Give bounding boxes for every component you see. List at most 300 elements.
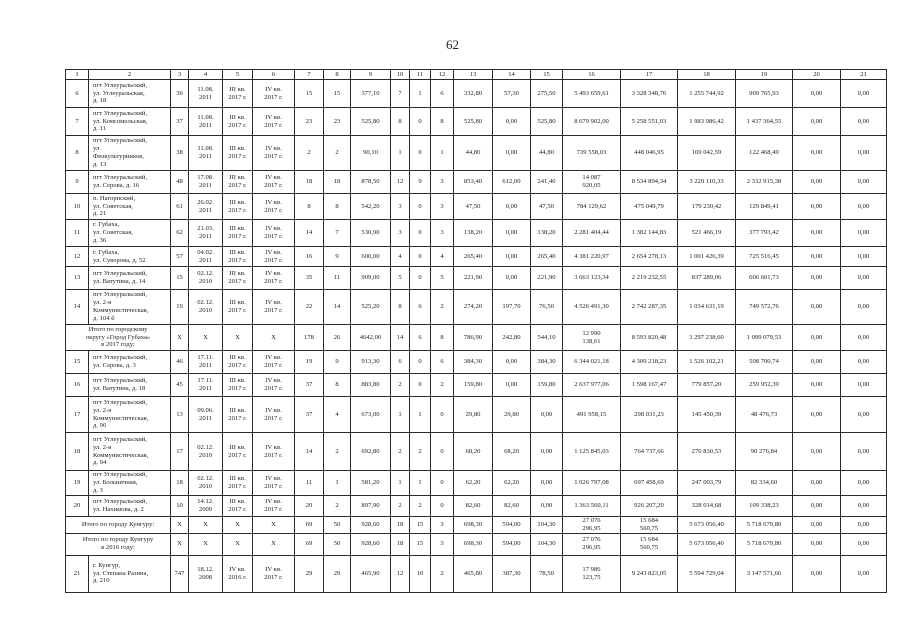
cell-col-10: 3 bbox=[391, 220, 410, 247]
cell-col-3: 46 bbox=[171, 351, 189, 374]
cell-col-12: 4 bbox=[431, 247, 454, 267]
cell-col-19: 5 718 679,80 bbox=[736, 533, 793, 555]
cell-col-13: 82,60 bbox=[454, 495, 493, 516]
cell-col-20: 0,00 bbox=[793, 220, 841, 247]
cell-col-6: X bbox=[253, 325, 295, 351]
cell-col-17: 4 309 218,23 bbox=[621, 351, 678, 374]
cell-col-5: III кв. 2017 г. bbox=[223, 108, 253, 136]
address-cell: г. Губаха, ул. Суворова, д. 52 bbox=[89, 247, 171, 267]
row-number-cell: 7 bbox=[66, 108, 89, 136]
cell-col-21: 0,00 bbox=[841, 533, 887, 555]
column-number-cell: 10 bbox=[391, 70, 410, 80]
table-row bbox=[66, 108, 887, 136]
cell-col-6: IV кв. 2017 г. bbox=[253, 220, 295, 247]
cell-col-10: 4 bbox=[391, 247, 410, 267]
table-row bbox=[66, 495, 887, 516]
cell-col-13: 384,30 bbox=[454, 351, 493, 374]
table-row bbox=[66, 136, 887, 171]
address-cell: пгт Углеуральский, ул. Серова, д. 3 bbox=[89, 351, 171, 374]
row-number-cell: 14 bbox=[66, 290, 89, 325]
cell-col-9: 542,20 bbox=[351, 194, 391, 220]
cell-col-4: 14.12. 2009 bbox=[189, 495, 223, 516]
cell-col-7: 19 bbox=[295, 351, 324, 374]
column-number-cell: 5 bbox=[223, 70, 253, 80]
cell-col-18: 1 983 986,42 bbox=[678, 108, 736, 136]
cell-col-8: 2 bbox=[324, 433, 351, 471]
cell-col-14: 0,00 bbox=[493, 351, 531, 374]
cell-col-5: III кв. 2017 г. bbox=[223, 267, 253, 290]
address-cell: пгт Углеуральский, ул. 2-я Коммунистическая, д. 96 bbox=[89, 397, 171, 433]
total-label: Итого по городу Кунгуру: bbox=[66, 516, 171, 533]
table-row bbox=[66, 247, 887, 267]
cell-col-7: 29 bbox=[295, 555, 324, 592]
table-row bbox=[66, 555, 887, 592]
cell-col-16: 17 986 123,75 bbox=[563, 555, 621, 592]
cell-col-21: 0,00 bbox=[841, 397, 887, 433]
cell-col-12: 6 bbox=[431, 80, 454, 108]
cell-col-21: 0,00 bbox=[841, 108, 887, 136]
cell-col-6: IV кв. 2017 г. bbox=[253, 351, 295, 374]
cell-col-18: 3 220 110,33 bbox=[678, 171, 736, 194]
cell-col-21: 0,00 bbox=[841, 433, 887, 471]
data-table bbox=[65, 69, 887, 593]
cell-col-8: 23 bbox=[324, 108, 351, 136]
address-cell: пгт Углеуральский, ул Физкультурников, д. 13 bbox=[89, 136, 171, 171]
total-row bbox=[66, 533, 887, 555]
cell-col-12: 2 bbox=[431, 555, 454, 592]
cell-col-6: X bbox=[253, 516, 295, 533]
cell-col-9: 525,80 bbox=[351, 108, 391, 136]
cell-col-20: 0,00 bbox=[793, 80, 841, 108]
cell-col-16: 4 381 220,97 bbox=[563, 247, 621, 267]
cell-col-14: 594,00 bbox=[493, 533, 531, 555]
cell-col-8: 9 bbox=[324, 351, 351, 374]
cell-col-14: 387,30 bbox=[493, 555, 531, 592]
cell-col-3: 37 bbox=[171, 108, 189, 136]
cell-col-10: 18 bbox=[391, 516, 410, 533]
cell-col-18: 1 034 631,19 bbox=[678, 290, 736, 325]
row-number-cell: 11 bbox=[66, 220, 89, 247]
cell-col-3: 13 bbox=[171, 397, 189, 433]
cell-col-19: 109 338,23 bbox=[736, 495, 793, 516]
table-row bbox=[66, 194, 887, 220]
cell-col-15: 0,00 bbox=[531, 471, 563, 496]
cell-col-3: 48 bbox=[171, 171, 189, 194]
cell-col-6: IV кв. 2017 г. bbox=[253, 495, 295, 516]
cell-col-5: III кв. 2017 г. bbox=[223, 247, 253, 267]
address-cell: г. Кунгур, ул. Степана Разина, д. 210 bbox=[89, 555, 171, 592]
cell-col-11: 6 bbox=[410, 325, 431, 351]
cell-col-16: 5 493 659,61 bbox=[563, 80, 621, 108]
cell-col-11: 0 bbox=[410, 247, 431, 267]
row-number-cell: 17 bbox=[66, 397, 89, 433]
cell-col-6: IV кв. 2017 г. bbox=[253, 433, 295, 471]
column-number-cell: 19 bbox=[736, 70, 793, 80]
cell-col-10: 12 bbox=[391, 171, 410, 194]
cell-col-4: 18.12. 2008 bbox=[189, 555, 223, 592]
cell-col-18: 1 001 426,39 bbox=[678, 247, 736, 267]
cell-col-13: 68,20 bbox=[454, 433, 493, 471]
column-number-cell: 4 bbox=[189, 70, 223, 80]
column-number-row bbox=[66, 70, 887, 80]
cell-col-3: 62 bbox=[171, 220, 189, 247]
cell-col-7: 69 bbox=[295, 516, 324, 533]
cell-col-17: 926 207,20 bbox=[621, 495, 678, 516]
cell-col-6: IV кв. 2017 г. bbox=[253, 471, 295, 496]
cell-col-21: 0,00 bbox=[841, 351, 887, 374]
cell-col-10: 6 bbox=[391, 351, 410, 374]
cell-col-13: 332,80 bbox=[454, 80, 493, 108]
cell-col-20: 0,00 bbox=[793, 136, 841, 171]
cell-col-5: III кв. 2017 г. bbox=[223, 374, 253, 397]
cell-col-17: 1 598 167,47 bbox=[621, 374, 678, 397]
table-row bbox=[66, 397, 887, 433]
cell-col-9: 4642,00 bbox=[351, 325, 391, 351]
cell-col-7: 178 bbox=[295, 325, 324, 351]
row-number-cell: 21 bbox=[66, 555, 89, 592]
cell-col-10: 8 bbox=[391, 108, 410, 136]
cell-col-15: 275,50 bbox=[531, 80, 563, 108]
cell-col-7: 14 bbox=[295, 433, 324, 471]
row-number-cell: 15 bbox=[66, 351, 89, 374]
cell-col-15: 384,30 bbox=[531, 351, 563, 374]
column-number-cell: 8 bbox=[324, 70, 351, 80]
cell-col-16: 12 990 138,61 bbox=[563, 325, 621, 351]
cell-col-9: 530,90 bbox=[351, 220, 391, 247]
cell-col-20: 0,00 bbox=[793, 374, 841, 397]
table-row bbox=[66, 220, 887, 247]
cell-col-5: III кв. 2017 г. bbox=[223, 495, 253, 516]
address-cell: пгт Углеуральский, ул. Углеуральская, д. 18 bbox=[89, 80, 171, 108]
cell-col-13: 47,50 bbox=[454, 194, 493, 220]
total-label: Итого по городскому округу «Город Губаха» в 2017 году: bbox=[66, 325, 171, 351]
cell-col-3: 17 bbox=[171, 433, 189, 471]
cell-col-17: 3 328 348,76 bbox=[621, 80, 678, 108]
cell-col-14: 0,00 bbox=[493, 267, 531, 290]
column-number-cell: 11 bbox=[410, 70, 431, 80]
cell-col-17: 2 654 278,13 bbox=[621, 247, 678, 267]
cell-col-15: 221,90 bbox=[531, 267, 563, 290]
cell-col-6: X bbox=[253, 533, 295, 555]
cell-col-19: 1 437 364,55 bbox=[736, 108, 793, 136]
cell-col-16: 3 663 123,34 bbox=[563, 267, 621, 290]
cell-col-10: 7 bbox=[391, 80, 410, 108]
cell-col-11: 0 bbox=[410, 108, 431, 136]
cell-col-4: 11.08. 2011 bbox=[189, 108, 223, 136]
cell-col-18: 837 289,06 bbox=[678, 267, 736, 290]
cell-col-9: 928,60 bbox=[351, 516, 391, 533]
cell-col-10: 1 bbox=[391, 397, 410, 433]
cell-col-17: 5 258 551,03 bbox=[621, 108, 678, 136]
cell-col-9: 525,20 bbox=[351, 290, 391, 325]
column-number-cell: 17 bbox=[621, 70, 678, 80]
cell-col-12: 3 bbox=[431, 220, 454, 247]
cell-col-6: IV кв. 2017 г. bbox=[253, 247, 295, 267]
cell-col-9: 600,00 bbox=[351, 247, 391, 267]
cell-col-6: IV кв. 2017 г. bbox=[253, 194, 295, 220]
cell-col-17: 9 243 823,05 bbox=[621, 555, 678, 592]
cell-col-15: 104,30 bbox=[531, 516, 563, 533]
cell-col-11: 0 bbox=[410, 351, 431, 374]
cell-col-7: 14 bbox=[295, 220, 324, 247]
cell-col-4: 17.11. 2011 bbox=[189, 374, 223, 397]
cell-col-14: 0,00 bbox=[493, 108, 531, 136]
cell-col-10: 5 bbox=[391, 267, 410, 290]
cell-col-8: 8 bbox=[324, 194, 351, 220]
cell-col-16: 2 281 404,44 bbox=[563, 220, 621, 247]
page-number: 62 bbox=[446, 37, 459, 52]
cell-col-14: 0,00 bbox=[493, 247, 531, 267]
cell-col-11: 1 bbox=[410, 80, 431, 108]
table-row bbox=[66, 267, 887, 290]
cell-col-19: 725 516,45 bbox=[736, 247, 793, 267]
cell-col-16: 8 679 902,00 bbox=[563, 108, 621, 136]
cell-col-11: 0 bbox=[410, 136, 431, 171]
cell-col-13: 698,30 bbox=[454, 516, 493, 533]
cell-col-19: 82 334,60 bbox=[736, 471, 793, 496]
cell-col-7: 37 bbox=[295, 397, 324, 433]
cell-col-16: 1 026 797,08 bbox=[563, 471, 621, 496]
cell-col-5: X bbox=[223, 516, 253, 533]
cell-col-5: III кв. 2017 г. bbox=[223, 194, 253, 220]
table-row bbox=[66, 290, 887, 325]
cell-col-17: 2 742 287,35 bbox=[621, 290, 678, 325]
cell-col-7: 18 bbox=[295, 171, 324, 194]
cell-col-7: 11 bbox=[295, 471, 324, 496]
cell-col-14: 29,80 bbox=[493, 397, 531, 433]
address-cell: пгт Углеуральский, ул. Нахимова, д. 2 bbox=[89, 495, 171, 516]
cell-col-9: 883,80 bbox=[351, 374, 391, 397]
cell-col-15: 0,00 bbox=[531, 397, 563, 433]
row-number-cell: 16 bbox=[66, 374, 89, 397]
total-label: Итого по городу Кунгуру в 2016 году: bbox=[66, 533, 171, 555]
cell-col-18: 5 673 056,40 bbox=[678, 533, 736, 555]
cell-col-13: 853,40 bbox=[454, 171, 493, 194]
cell-col-10: 2 bbox=[391, 495, 410, 516]
cell-col-8: 8 bbox=[324, 374, 351, 397]
cell-col-7: 69 bbox=[295, 533, 324, 555]
cell-col-10: 14 bbox=[391, 325, 410, 351]
address-cell: пгт Углеуральский, ул. 2-я Коммунистическая, д. 104 б bbox=[89, 290, 171, 325]
cell-col-5: III кв. 2017 г. bbox=[223, 220, 253, 247]
cell-col-21: 0,00 bbox=[841, 555, 887, 592]
cell-col-5: III кв. 2017 г. bbox=[223, 351, 253, 374]
cell-col-18: 5 594 729,04 bbox=[678, 555, 736, 592]
cell-col-12: 2 bbox=[431, 290, 454, 325]
cell-col-8: 11 bbox=[324, 267, 351, 290]
cell-col-20: 0,00 bbox=[793, 267, 841, 290]
cell-col-4: 17.08. 2011 bbox=[189, 171, 223, 194]
address-cell: пгт Углеуральский, ул. Комсомольская, д. 11 bbox=[89, 108, 171, 136]
cell-col-15: 104,30 bbox=[531, 533, 563, 555]
cell-col-4: 17.11. 2011 bbox=[189, 351, 223, 374]
cell-col-18: 270 830,53 bbox=[678, 433, 736, 471]
cell-col-20: 0,00 bbox=[793, 290, 841, 325]
cell-col-17: 8 593 820,48 bbox=[621, 325, 678, 351]
cell-col-21: 0,00 bbox=[841, 136, 887, 171]
column-number-cell: 14 bbox=[493, 70, 531, 80]
cell-col-11: 2 bbox=[410, 495, 431, 516]
cell-col-3: 15 bbox=[171, 267, 189, 290]
cell-col-19: 909 765,93 bbox=[736, 80, 793, 108]
cell-col-14: 242,80 bbox=[493, 325, 531, 351]
cell-col-13: 698,30 bbox=[454, 533, 493, 555]
cell-col-5: III кв. 2017 г. bbox=[223, 433, 253, 471]
cell-col-16: 491 958,15 bbox=[563, 397, 621, 433]
cell-col-4: 02.12. 2010 bbox=[189, 433, 223, 471]
cell-col-14: 62,20 bbox=[493, 471, 531, 496]
cell-col-19: 90 276,84 bbox=[736, 433, 793, 471]
cell-col-16: 6 344 021,18 bbox=[563, 351, 621, 374]
cell-col-8: 18 bbox=[324, 171, 351, 194]
cell-col-13: 265,40 bbox=[454, 247, 493, 267]
cell-col-3: X bbox=[171, 516, 189, 533]
cell-col-16: 27 076 296,95 bbox=[563, 533, 621, 555]
cell-col-12: 3 bbox=[431, 171, 454, 194]
cell-col-12: 0 bbox=[431, 397, 454, 433]
cell-col-6: IV кв. 2017 г. bbox=[253, 267, 295, 290]
cell-col-16: 14 087 920,05 bbox=[563, 171, 621, 194]
cell-col-20: 0,00 bbox=[793, 397, 841, 433]
cell-col-14: 0,00 bbox=[493, 194, 531, 220]
cell-col-20: 0,00 bbox=[793, 351, 841, 374]
column-number-cell: 15 bbox=[531, 70, 563, 80]
cell-col-18: 1 255 744,92 bbox=[678, 80, 736, 108]
cell-col-18: 5 673 056,40 bbox=[678, 516, 736, 533]
row-number-cell: 19 bbox=[66, 471, 89, 496]
cell-col-8: 7 bbox=[324, 220, 351, 247]
cell-col-10: 3 bbox=[391, 194, 410, 220]
column-number-cell: 12 bbox=[431, 70, 454, 80]
cell-col-13: 525,80 bbox=[454, 108, 493, 136]
row-number-cell: 10 bbox=[66, 194, 89, 220]
cell-col-10: 8 bbox=[391, 290, 410, 325]
cell-col-8: 9 bbox=[324, 247, 351, 267]
cell-col-11: 2 bbox=[410, 433, 431, 471]
cell-col-13: 62,20 bbox=[454, 471, 493, 496]
cell-col-11: 10 bbox=[410, 555, 431, 592]
cell-col-15: 0,00 bbox=[531, 433, 563, 471]
cell-col-19: 1 099 079,53 bbox=[736, 325, 793, 351]
row-number-cell: 12 bbox=[66, 247, 89, 267]
column-number-cell: 2 bbox=[89, 70, 171, 80]
column-number-cell: 7 bbox=[295, 70, 324, 80]
cell-col-6: IV кв. 2017 г. bbox=[253, 80, 295, 108]
cell-col-11: 0 bbox=[410, 194, 431, 220]
cell-col-9: 913,30 bbox=[351, 351, 391, 374]
cell-col-13: 29,80 bbox=[454, 397, 493, 433]
cell-col-8: 2 bbox=[324, 136, 351, 171]
cell-col-3: 36 bbox=[171, 80, 189, 108]
cell-col-12: 8 bbox=[431, 325, 454, 351]
cell-col-4: 02.12. 2010 bbox=[189, 471, 223, 496]
cell-col-7: 20 bbox=[295, 495, 324, 516]
cell-col-5: III кв. 2017 г. bbox=[223, 171, 253, 194]
cell-col-3: 61 bbox=[171, 194, 189, 220]
cell-col-13: 138,20 bbox=[454, 220, 493, 247]
cell-col-8: 2 bbox=[324, 495, 351, 516]
cell-col-3: 10 bbox=[171, 495, 189, 516]
cell-col-10: 1 bbox=[391, 471, 410, 496]
address-cell: пгт Углеуральский, ул. Ватутина, д. 14 bbox=[89, 267, 171, 290]
cell-col-15: 241,40 bbox=[531, 171, 563, 194]
cell-col-17: 764 737,66 bbox=[621, 433, 678, 471]
cell-col-9: 692,80 bbox=[351, 433, 391, 471]
table-row bbox=[66, 171, 887, 194]
cell-col-19: 129 849,41 bbox=[736, 194, 793, 220]
cell-col-10: 1 bbox=[391, 136, 410, 171]
cell-col-20: 0,00 bbox=[793, 171, 841, 194]
cell-col-4: 11.08. 2011 bbox=[189, 136, 223, 171]
cell-col-14: 68,20 bbox=[493, 433, 531, 471]
cell-col-10: 12 bbox=[391, 555, 410, 592]
total-row bbox=[66, 325, 887, 351]
cell-col-17: 298 031,23 bbox=[621, 397, 678, 433]
row-number-cell: 20 bbox=[66, 495, 89, 516]
address-cell: пгт Углеуральский, ул. 2-я Коммунистическая, д. 94 bbox=[89, 433, 171, 471]
cell-col-11: 0 bbox=[410, 374, 431, 397]
cell-col-8: 14 bbox=[324, 290, 351, 325]
cell-col-15: 265,40 bbox=[531, 247, 563, 267]
cell-col-14: 612,00 bbox=[493, 171, 531, 194]
cell-col-21: 0,00 bbox=[841, 171, 887, 194]
cell-col-19: 606 601,73 bbox=[736, 267, 793, 290]
cell-col-21: 0,00 bbox=[841, 247, 887, 267]
cell-col-4: 26.02. 2011 bbox=[189, 194, 223, 220]
cell-col-4: 21.03. 2011 bbox=[189, 220, 223, 247]
cell-col-12: 2 bbox=[431, 374, 454, 397]
cell-col-13: 221,90 bbox=[454, 267, 493, 290]
cell-col-11: 15 bbox=[410, 516, 431, 533]
cell-col-15: 525,80 bbox=[531, 108, 563, 136]
cell-col-21: 0,00 bbox=[841, 194, 887, 220]
cell-col-10: 18 bbox=[391, 533, 410, 555]
cell-col-19: 508 700,74 bbox=[736, 351, 793, 374]
cell-col-18: 145 450,39 bbox=[678, 397, 736, 433]
cell-col-20: 0,00 bbox=[793, 533, 841, 555]
cell-col-20: 0,00 bbox=[793, 325, 841, 351]
cell-col-8: 26 bbox=[324, 325, 351, 351]
cell-col-21: 0,00 bbox=[841, 495, 887, 516]
cell-col-12: 3 bbox=[431, 194, 454, 220]
address-cell: г. Губаха, ул. Советская, д. 36 bbox=[89, 220, 171, 247]
column-number-cell: 20 bbox=[793, 70, 841, 80]
cell-col-11: 15 bbox=[410, 533, 431, 555]
cell-col-12: 6 bbox=[431, 351, 454, 374]
cell-col-15: 159,80 bbox=[531, 374, 563, 397]
cell-col-21: 0,00 bbox=[841, 290, 887, 325]
cell-col-8: 4 bbox=[324, 397, 351, 433]
cell-col-14: 57,30 bbox=[493, 80, 531, 108]
cell-col-15: 138,20 bbox=[531, 220, 563, 247]
cell-col-20: 0,00 bbox=[793, 108, 841, 136]
table-row bbox=[66, 80, 887, 108]
cell-col-17: 1 382 144,83 bbox=[621, 220, 678, 247]
cell-col-16: 739 558,03 bbox=[563, 136, 621, 171]
row-number-cell: 18 bbox=[66, 433, 89, 471]
total-row bbox=[66, 516, 887, 533]
cell-col-16: 784 129,62 bbox=[563, 194, 621, 220]
cell-col-9: 581,20 bbox=[351, 471, 391, 496]
cell-col-15: 76,50 bbox=[531, 290, 563, 325]
cell-col-5: III кв. 2017 г. bbox=[223, 290, 253, 325]
cell-col-14: 0,00 bbox=[493, 220, 531, 247]
cell-col-21: 0,00 bbox=[841, 374, 887, 397]
cell-col-14: 82,60 bbox=[493, 495, 531, 516]
cell-col-19: 749 572,76 bbox=[736, 290, 793, 325]
cell-col-6: IV кв. 2017 г. bbox=[253, 171, 295, 194]
cell-col-14: 0,00 bbox=[493, 374, 531, 397]
